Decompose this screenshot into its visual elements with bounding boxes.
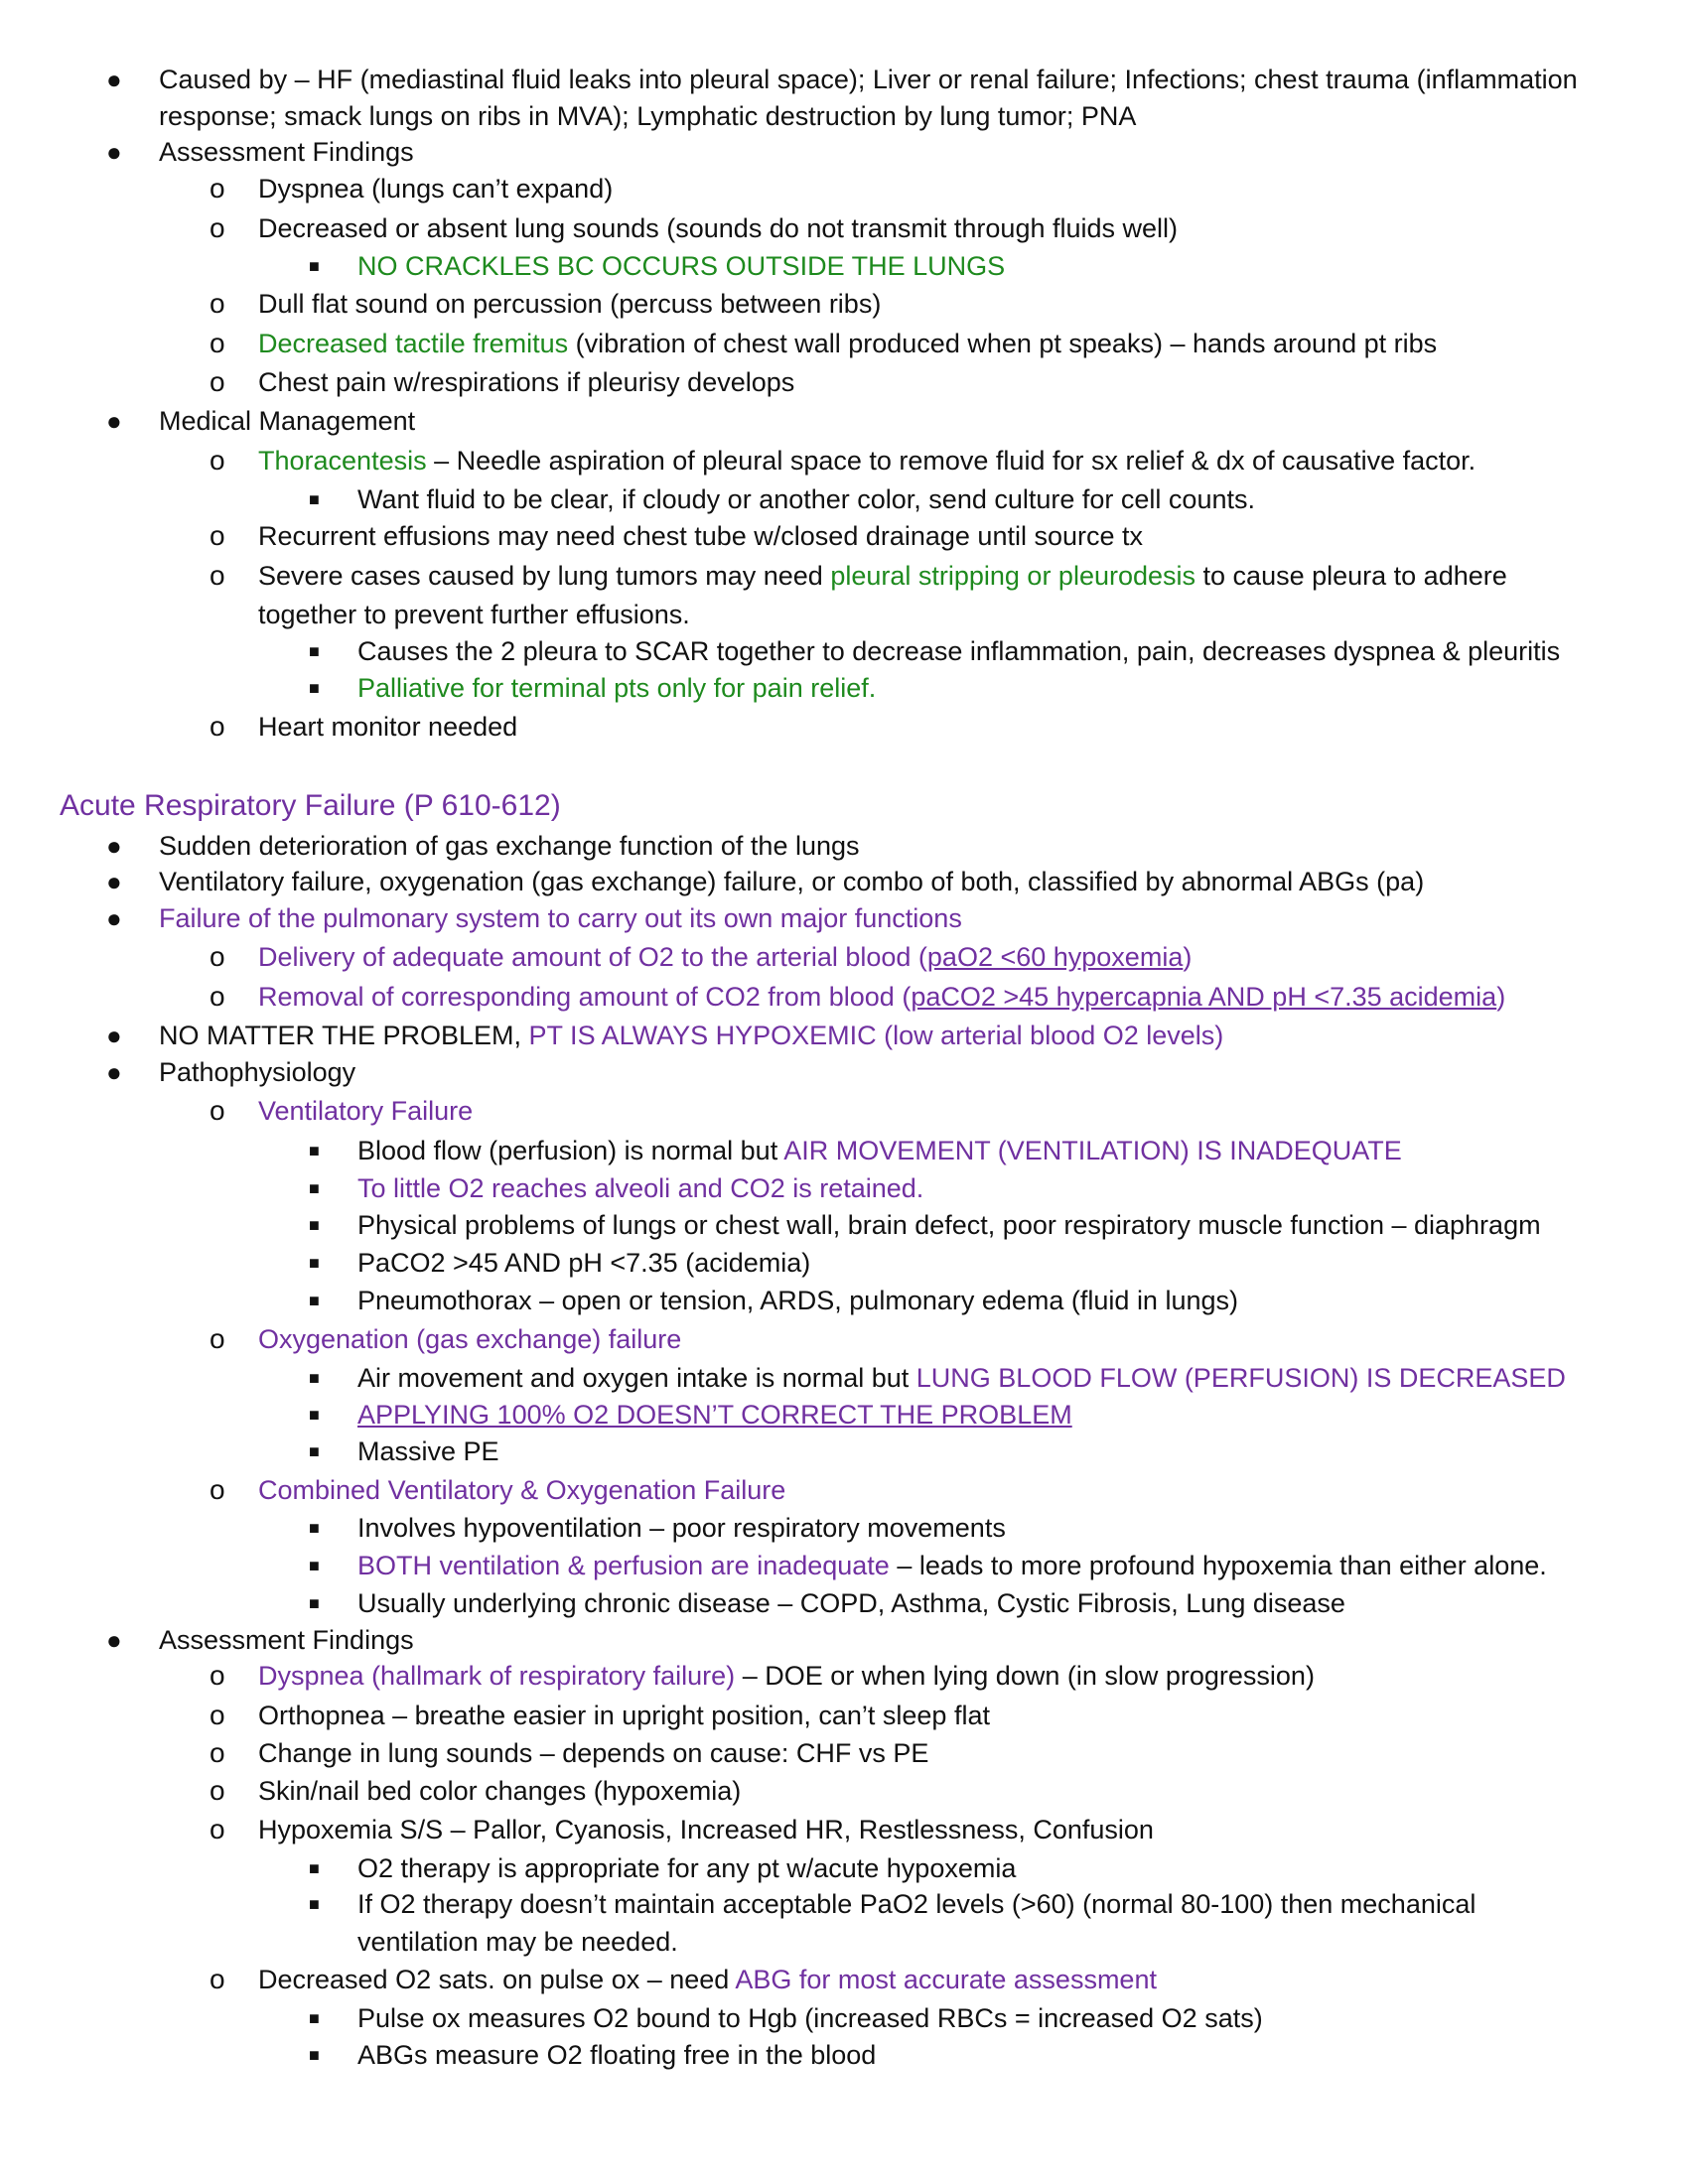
- list-item: [258, 979, 1505, 1015]
- list-item-text: APPLYING 100% O2 DOESN’T CORRECT THE PROBLEM: [357, 1400, 1072, 1430]
- bullet-level-2-icon: o: [210, 560, 225, 591]
- list-item: [258, 364, 794, 400]
- list-item-text: (vibration of chest wall produced when pt speaks) – hands around pt ribs: [568, 329, 1438, 358]
- bullet-level-2-icon: o: [210, 1474, 225, 1505]
- list-item-text: ): [1183, 942, 1193, 972]
- list-item: [357, 1397, 1072, 1433]
- bullet-level-1-icon: ●: [106, 406, 122, 436]
- list-item: [258, 171, 613, 206]
- list-item-text: PaCO2 >45 AND pH <7.35 (acidemia): [357, 1248, 811, 1278]
- list-item: [258, 1773, 741, 1809]
- bullet-level-2-icon: o: [210, 981, 225, 1012]
- list-item-text: – Needle aspiration of pleural space to remove fluid for sx relief & dx of causative factor.: [426, 446, 1477, 476]
- bullet-level-2-icon: o: [210, 1660, 225, 1691]
- list-item-text: PT IS ALWAYS HYPOXEMIC (low arterial blood O2 levels): [528, 1021, 1224, 1050]
- list-item-text: Severe cases caused by lung tumors may need: [258, 561, 831, 591]
- bullet-level-3-icon: ■: [309, 2008, 320, 2028]
- list-item-text: Want fluid to be clear, if cloudy or another color, send culture for cell counts.: [357, 484, 1255, 514]
- list-item: [357, 1360, 1566, 1396]
- bullet-level-2-icon: o: [210, 288, 225, 319]
- list-item-text: – leads to more profound hypoxemia than either alone.: [889, 1551, 1547, 1580]
- list-item-text: Delivery of adequate amount of O2 to the arterial blood (: [258, 942, 927, 972]
- list-item: [357, 1886, 1476, 1922]
- list-item: [258, 1735, 928, 1771]
- list-item: [357, 2000, 1263, 2036]
- bullet-level-3-icon: ■: [309, 1178, 320, 1198]
- list-item-text: Combined Ventilatory & Oxygenation Failure: [258, 1475, 786, 1505]
- bullet-level-1-icon: ●: [106, 831, 122, 861]
- bullet-level-2-icon: o: [210, 1323, 225, 1354]
- bullet-level-1-icon: ●: [106, 65, 122, 94]
- list-item: [258, 1962, 1157, 1997]
- list-item-text: To little O2 reaches alveoli and CO2 is retained.: [357, 1173, 924, 1203]
- list-item-text: paCO2 >45 hypercapnia AND pH <7.35 acidemia: [911, 982, 1497, 1012]
- list-item: [258, 518, 1143, 554]
- list-item-text: Removal of corresponding amount of CO2 from blood (: [258, 982, 912, 1012]
- list-item: [258, 558, 1507, 594]
- list-item: [258, 326, 1437, 361]
- list-item-text: Decreased or absent lung sounds (sounds do not transmit through fluids well): [258, 213, 1179, 243]
- bullet-level-3-icon: ■: [309, 1215, 320, 1235]
- list-item-text: Dyspnea (lungs can’t expand): [258, 174, 614, 204]
- bullet-level-1-icon: ●: [106, 867, 122, 896]
- list-item-text: Assessment Findings: [159, 1625, 414, 1655]
- list-item-text: Orthopnea – breathe easier in upright position, can’t sleep flat: [258, 1701, 990, 1730]
- list-item: [357, 1207, 1541, 1243]
- section-heading: Acute Respiratory Failure (P 610-612): [60, 789, 561, 822]
- list-item: [258, 1698, 990, 1733]
- list-item-text: Causes the 2 pleura to SCAR together to decrease inflammation, pain, decreases dyspnea & pleuritis: [357, 636, 1561, 666]
- list-item-text: Palliative for terminal pts only for pain relief.: [357, 673, 877, 703]
- list-item: [159, 828, 860, 864]
- bullet-level-2-icon: o: [210, 1814, 225, 1844]
- list-item-text: ABG for most accurate assessment: [735, 1965, 1157, 1994]
- list-item-text: Involves hypoventilation – poor respiratory movements: [357, 1513, 1006, 1543]
- bullet-level-2-icon: o: [210, 941, 225, 972]
- bullet-level-2-icon: o: [210, 1700, 225, 1730]
- list-item: [357, 1585, 1345, 1621]
- list-item: [258, 709, 517, 745]
- bullet-level-3-icon: ■: [309, 1556, 320, 1575]
- list-item-text: – DOE or when lying down (in slow progression): [735, 1661, 1315, 1691]
- list-item: [258, 1321, 681, 1357]
- list-item: [357, 248, 1005, 284]
- list-item-text: paO2 <60 hypoxemia: [926, 942, 1184, 972]
- list-item: [357, 1170, 923, 1206]
- list-item: [357, 481, 1255, 517]
- bullet-level-3-icon: ■: [309, 1894, 320, 1914]
- list-item-text: together to prevent further effusions.: [258, 600, 690, 629]
- list-item-text: Pulse ox measures O2 bound to Hgb (increased RBCs = increased O2 sats): [357, 2003, 1263, 2033]
- list-item-text: Pneumothorax – open or tension, ARDS, pulmonary edema (fluid in lungs): [357, 1286, 1238, 1315]
- list-item: [258, 1093, 473, 1129]
- list-item-text: Usually underlying chronic disease – COPD, Asthma, Cystic Fibrosis, Lung disease: [357, 1588, 1345, 1618]
- bullet-level-3-icon: ■: [309, 2045, 320, 2065]
- list-item: [357, 1850, 1016, 1886]
- list-item-text: Change in lung sounds – depends on cause: CHF vs PE: [258, 1738, 929, 1768]
- list-item-text: Failure of the pulmonary system to carry out its own major functions: [159, 903, 962, 933]
- list-item-text: Ventilatory Failure: [258, 1096, 474, 1126]
- list-item-text: NO MATTER THE PROBLEM,: [159, 1021, 529, 1050]
- list-item: [159, 403, 415, 439]
- bullet-level-2-icon: o: [210, 520, 225, 551]
- list-item-text: Massive PE: [357, 1436, 499, 1466]
- list-item-text: Decreased O2 sats. on pulse ox – need: [258, 1965, 736, 1994]
- bullet-level-2-icon: o: [210, 212, 225, 243]
- bullet-level-3-icon: ■: [309, 1405, 320, 1425]
- list-item-text: Oxygenation (gas exchange) failure: [258, 1324, 682, 1354]
- bullet-level-3-icon: ■: [309, 678, 320, 698]
- list-item: [258, 210, 1178, 246]
- list-item-text: Hypoxemia S/S – Pallor, Cyanosis, Increased HR, Restlessness, Confusion: [258, 1815, 1154, 1844]
- bullet-level-2-icon: o: [210, 1095, 225, 1126]
- list-item-text: Pathophysiology: [159, 1057, 356, 1087]
- list-item-text: If O2 therapy doesn’t maintain acceptable PaO2 levels (>60) (normal 80-100) then mechanical: [357, 1889, 1477, 1919]
- bullet-level-3-icon: ■: [309, 1593, 320, 1613]
- list-item-text: ventilation may be needed.: [357, 1927, 678, 1957]
- list-item: [357, 1283, 1238, 1318]
- list-item-text: O2 therapy is appropriate for any pt w/acute hypoxemia: [357, 1853, 1017, 1883]
- list-item-text: Sudden deterioration of gas exchange function of the lungs: [159, 831, 860, 861]
- list-item: [357, 1548, 1547, 1583]
- list-item: [357, 1133, 1402, 1168]
- bullet-level-2-icon: o: [210, 1737, 225, 1768]
- list-item-text: Decreased tactile fremitus: [258, 329, 569, 358]
- bullet-level-2-icon: o: [210, 711, 225, 742]
- list-item: [258, 939, 1192, 975]
- list-item-text: Caused by – HF (mediastinal fluid leaks into pleural space); Liver or renal failure; Infections; chest trauma (inflammation: [159, 65, 1578, 94]
- bullet-level-2-icon: o: [210, 173, 225, 204]
- list-item: [159, 62, 1578, 97]
- bullet-level-3-icon: ■: [309, 1858, 320, 1878]
- list-item: [159, 864, 1424, 899]
- bullet-level-3-icon: ■: [309, 1441, 320, 1461]
- list-item-text: LUNG BLOOD FLOW (PERFUSION) IS DECREASED: [915, 1363, 1566, 1393]
- list-item-text: Physical problems of lungs or chest wall, brain defect, poor respiratory muscle function – diaphragm: [357, 1210, 1541, 1240]
- list-item: [357, 1924, 678, 1960]
- list-item-text: BOTH ventilation & perfusion are inadequate: [357, 1551, 890, 1580]
- list-item-text: ABGs measure O2 floating free in the blood: [357, 2040, 877, 2070]
- list-item: [357, 1433, 499, 1469]
- list-item: [258, 1658, 1315, 1694]
- list-item: [258, 1472, 785, 1508]
- bullet-level-1-icon: ●: [106, 1625, 122, 1655]
- bullet-level-3-icon: ■: [309, 1253, 320, 1273]
- list-item-text: Thoracentesis: [258, 446, 427, 476]
- bullet-level-1-icon: ●: [106, 1057, 122, 1087]
- bullet-level-2-icon: o: [210, 328, 225, 358]
- list-item-text: Blood flow (perfusion) is normal but: [357, 1136, 784, 1165]
- list-item-text: Dull flat sound on percussion (percuss between ribs): [258, 289, 882, 319]
- bullet-level-3-icon: ■: [309, 1291, 320, 1310]
- list-item-text: Recurrent effusions may need chest tube w/closed drainage until source tx: [258, 521, 1143, 551]
- list-item: [357, 1510, 1006, 1546]
- list-item: [159, 1018, 1223, 1053]
- list-item: [159, 900, 962, 936]
- list-item-text: response; smack lungs on ribs in MVA); Lymphatic destruction by lung tumor; PNA: [159, 101, 1137, 131]
- list-item-text: Skin/nail bed color changes (hypoxemia): [258, 1776, 742, 1806]
- bullet-level-1-icon: ●: [106, 903, 122, 933]
- list-item: [159, 134, 414, 170]
- list-item: [357, 2037, 876, 2073]
- list-item-text: Chest pain w/respirations if pleurisy develops: [258, 367, 795, 397]
- list-item-text: NO CRACKLES BC OCCURS OUTSIDE THE LUNGS: [357, 251, 1006, 281]
- bullet-level-2-icon: o: [210, 1964, 225, 1994]
- list-item: [258, 286, 881, 322]
- list-item: [159, 1054, 355, 1090]
- list-item: [357, 633, 1560, 669]
- list-item: [357, 1245, 810, 1281]
- bullet-level-3-icon: ■: [309, 489, 320, 509]
- list-item: [258, 443, 1476, 478]
- list-item-text: Air movement and oxygen intake is normal but: [357, 1363, 916, 1393]
- list-item-text: Ventilatory failure, oxygenation (gas exchange) failure, or combo of both, classified by abnormal ABGs (pa): [159, 867, 1425, 896]
- list-item: [258, 597, 690, 632]
- list-item: [159, 98, 1136, 134]
- list-item: [258, 1812, 1154, 1847]
- list-item-text: Dyspnea (hallmark of respiratory failure): [258, 1661, 736, 1691]
- list-item-text: Assessment Findings: [159, 137, 414, 167]
- list-item-text: Heart monitor needed: [258, 712, 518, 742]
- bullet-level-1-icon: ●: [106, 137, 122, 167]
- bullet-level-2-icon: o: [210, 445, 225, 476]
- bullet-level-3-icon: ■: [309, 1368, 320, 1388]
- bullet-level-2-icon: o: [210, 366, 225, 397]
- bullet-level-3-icon: ■: [309, 1518, 320, 1538]
- list-item-text: AIR MOVEMENT (VENTILATION) IS INADEQUATE: [783, 1136, 1402, 1165]
- bullet-level-3-icon: ■: [309, 641, 320, 661]
- list-item-text: to cause pleura to adhere: [1196, 561, 1507, 591]
- bullet-level-3-icon: ■: [309, 256, 320, 276]
- list-item-text: pleural stripping or pleurodesis: [830, 561, 1196, 591]
- list-item-text: ): [1496, 982, 1506, 1012]
- list-item: [159, 1622, 414, 1658]
- bullet-level-2-icon: o: [210, 1775, 225, 1806]
- list-item: [357, 670, 876, 706]
- bullet-level-3-icon: ■: [309, 1141, 320, 1160]
- list-item-text: Medical Management: [159, 406, 416, 436]
- bullet-level-1-icon: ●: [106, 1021, 122, 1050]
